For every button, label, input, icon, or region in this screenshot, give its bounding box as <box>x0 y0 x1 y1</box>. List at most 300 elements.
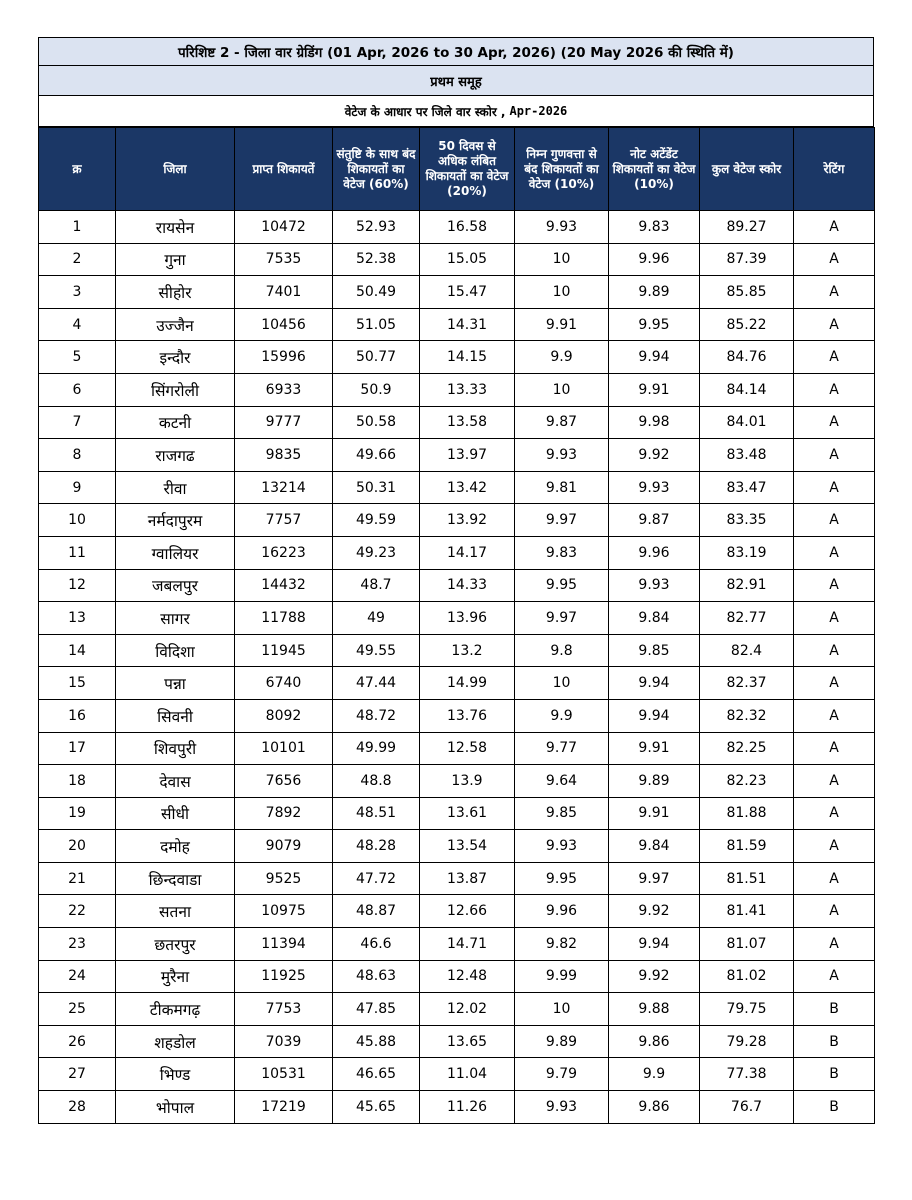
cell-pending: 14.99 <box>420 667 515 700</box>
cell-rating: A <box>794 895 875 928</box>
cell-pending: 13.58 <box>420 406 515 439</box>
cell-low-quality: 9.93 <box>515 1091 609 1124</box>
subtitle-month: Apr-2026 <box>509 104 568 118</box>
cell-pending: 13.87 <box>420 862 515 895</box>
cell-not-attended: 9.96 <box>609 536 700 569</box>
cell-rating: A <box>794 276 875 309</box>
cell-not-attended: 9.92 <box>609 895 700 928</box>
cell-received: 10975 <box>235 895 333 928</box>
cell-received: 11925 <box>235 960 333 993</box>
cell-pending: 12.58 <box>420 732 515 765</box>
cell-total-score: 82.91 <box>700 569 794 602</box>
cell-low-quality: 10 <box>515 276 609 309</box>
cell-pending: 15.47 <box>420 276 515 309</box>
cell-rating: A <box>794 243 875 276</box>
table-row <box>39 504 875 537</box>
table-row <box>39 1091 875 1124</box>
cell-district: कटनी <box>116 406 235 439</box>
cell-rating: A <box>794 862 875 895</box>
table-row <box>39 895 875 928</box>
cell-district: सिवनी <box>116 699 235 732</box>
cell-district: सीहोर <box>116 276 235 309</box>
cell-not-attended: 9.84 <box>609 602 700 635</box>
cell-satisfaction: 47.85 <box>333 993 420 1026</box>
cell-rating: A <box>794 732 875 765</box>
cell-total-score: 85.85 <box>700 276 794 309</box>
cell-serial: 20 <box>39 830 116 863</box>
cell-total-score: 84.76 <box>700 341 794 374</box>
cell-not-attended: 9.96 <box>609 243 700 276</box>
cell-total-score: 83.35 <box>700 504 794 537</box>
cell-not-attended: 9.88 <box>609 993 700 1026</box>
cell-satisfaction: 45.88 <box>333 1025 420 1058</box>
cell-low-quality: 9.8 <box>515 634 609 667</box>
cell-district: छतरपुर <box>116 928 235 961</box>
cell-district: सागर <box>116 602 235 635</box>
cell-satisfaction: 49.59 <box>333 504 420 537</box>
cell-rating: A <box>794 373 875 406</box>
cell-satisfaction: 48.51 <box>333 797 420 830</box>
cell-total-score: 82.25 <box>700 732 794 765</box>
cell-low-quality: 9.77 <box>515 732 609 765</box>
cell-total-score: 82.37 <box>700 667 794 700</box>
cell-serial: 13 <box>39 602 116 635</box>
cell-total-score: 85.22 <box>700 308 794 341</box>
cell-pending: 14.15 <box>420 341 515 374</box>
cell-pending: 13.97 <box>420 439 515 472</box>
cell-received: 7892 <box>235 797 333 830</box>
cell-not-attended: 9.85 <box>609 634 700 667</box>
cell-rating: A <box>794 797 875 830</box>
cell-total-score: 81.59 <box>700 830 794 863</box>
cell-not-attended: 9.83 <box>609 211 700 244</box>
cell-not-attended: 9.92 <box>609 960 700 993</box>
table-row <box>39 667 875 700</box>
cell-serial: 3 <box>39 276 116 309</box>
cell-not-attended: 9.86 <box>609 1091 700 1124</box>
cell-satisfaction: 49.66 <box>333 439 420 472</box>
cell-satisfaction: 48.72 <box>333 699 420 732</box>
cell-total-score: 81.02 <box>700 960 794 993</box>
cell-serial: 26 <box>39 1025 116 1058</box>
cell-received: 7656 <box>235 765 333 798</box>
cell-district: ग्वालियर <box>116 536 235 569</box>
cell-received: 9777 <box>235 406 333 439</box>
cell-district: सीधी <box>116 797 235 830</box>
table-row <box>39 634 875 667</box>
grading-sheet <box>38 37 874 1124</box>
cell-serial: 4 <box>39 308 116 341</box>
cell-low-quality: 9.99 <box>515 960 609 993</box>
cell-serial: 14 <box>39 634 116 667</box>
cell-total-score: 81.41 <box>700 895 794 928</box>
cell-received: 6740 <box>235 667 333 700</box>
table-row <box>39 308 875 341</box>
cell-total-score: 76.7 <box>700 1091 794 1124</box>
cell-satisfaction: 47.72 <box>333 862 420 895</box>
cell-received: 10101 <box>235 732 333 765</box>
cell-total-score: 81.88 <box>700 797 794 830</box>
cell-not-attended: 9.87 <box>609 504 700 537</box>
cell-total-score: 84.14 <box>700 373 794 406</box>
cell-district: उज्जैन <box>116 308 235 341</box>
cell-low-quality: 9.95 <box>515 862 609 895</box>
table-row <box>39 341 875 374</box>
cell-rating: B <box>794 1091 875 1124</box>
cell-serial: 27 <box>39 1058 116 1091</box>
cell-not-attended: 9.93 <box>609 471 700 504</box>
cell-total-score: 81.51 <box>700 862 794 895</box>
cell-rating: A <box>794 569 875 602</box>
cell-serial: 9 <box>39 471 116 504</box>
cell-serial: 10 <box>39 504 116 537</box>
table-row <box>39 243 875 276</box>
cell-rating: B <box>794 1058 875 1091</box>
cell-satisfaction: 50.9 <box>333 373 420 406</box>
cell-rating: A <box>794 634 875 667</box>
cell-received: 17219 <box>235 1091 333 1124</box>
report-title-text: परिशिष्ट 2 - जिला वार ग्रेडिंग (01 Apr, 2026 to 30 Apr, 2026) (20 May 2026 की स्थिति में) <box>178 44 734 61</box>
col-header-total-score: कुल वेटेज स्कोर <box>700 128 794 211</box>
cell-rating: A <box>794 960 875 993</box>
cell-not-attended: 9.94 <box>609 699 700 732</box>
cell-low-quality: 9.97 <box>515 602 609 635</box>
col-header-rating: रेटिंग <box>794 128 875 211</box>
cell-rating: A <box>794 536 875 569</box>
cell-rating: A <box>794 699 875 732</box>
cell-satisfaction: 46.65 <box>333 1058 420 1091</box>
cell-received: 14432 <box>235 569 333 602</box>
cell-serial: 11 <box>39 536 116 569</box>
cell-received: 10456 <box>235 308 333 341</box>
cell-received: 13214 <box>235 471 333 504</box>
cell-received: 7753 <box>235 993 333 1026</box>
cell-received: 9525 <box>235 862 333 895</box>
cell-satisfaction: 48.7 <box>333 569 420 602</box>
cell-serial: 7 <box>39 406 116 439</box>
cell-not-attended: 9.84 <box>609 830 700 863</box>
cell-satisfaction: 48.28 <box>333 830 420 863</box>
cell-not-attended: 9.98 <box>609 406 700 439</box>
cell-satisfaction: 50.31 <box>333 471 420 504</box>
table-row <box>39 1025 875 1058</box>
table-row <box>39 765 875 798</box>
subtitle-row <box>38 96 874 127</box>
cell-serial: 15 <box>39 667 116 700</box>
cell-satisfaction: 49.23 <box>333 536 420 569</box>
cell-pending: 13.54 <box>420 830 515 863</box>
cell-received: 11945 <box>235 634 333 667</box>
table-row <box>39 439 875 472</box>
cell-not-attended: 9.89 <box>609 765 700 798</box>
cell-district: विदिशा <box>116 634 235 667</box>
cell-not-attended: 9.97 <box>609 862 700 895</box>
cell-low-quality: 9.91 <box>515 308 609 341</box>
cell-pending: 12.48 <box>420 960 515 993</box>
cell-low-quality: 10 <box>515 993 609 1026</box>
cell-low-quality: 9.82 <box>515 928 609 961</box>
cell-not-attended: 9.94 <box>609 341 700 374</box>
cell-rating: A <box>794 406 875 439</box>
group-heading <box>38 66 874 96</box>
cell-serial: 19 <box>39 797 116 830</box>
cell-low-quality: 9.81 <box>515 471 609 504</box>
cell-low-quality: 9.95 <box>515 569 609 602</box>
cell-received: 8092 <box>235 699 333 732</box>
cell-satisfaction: 47.44 <box>333 667 420 700</box>
cell-serial: 23 <box>39 928 116 961</box>
cell-rating: A <box>794 830 875 863</box>
cell-serial: 1 <box>39 211 116 244</box>
table-row <box>39 993 875 1026</box>
cell-district: भिण्ड <box>116 1058 235 1091</box>
cell-low-quality: 9.79 <box>515 1058 609 1091</box>
cell-low-quality: 9.9 <box>515 341 609 374</box>
cell-district: जबलपुर <box>116 569 235 602</box>
table-row <box>39 699 875 732</box>
cell-pending: 13.92 <box>420 504 515 537</box>
cell-low-quality: 9.93 <box>515 439 609 472</box>
cell-low-quality: 9.97 <box>515 504 609 537</box>
cell-satisfaction: 52.38 <box>333 243 420 276</box>
cell-satisfaction: 51.05 <box>333 308 420 341</box>
cell-district: सतना <box>116 895 235 928</box>
cell-not-attended: 9.94 <box>609 928 700 961</box>
cell-not-attended: 9.9 <box>609 1058 700 1091</box>
cell-total-score: 82.32 <box>700 699 794 732</box>
cell-district: शहडोल <box>116 1025 235 1058</box>
cell-pending: 13.2 <box>420 634 515 667</box>
cell-not-attended: 9.91 <box>609 373 700 406</box>
cell-pending: 13.96 <box>420 602 515 635</box>
cell-rating: A <box>794 308 875 341</box>
table-row <box>39 211 875 244</box>
cell-not-attended: 9.86 <box>609 1025 700 1058</box>
cell-pending: 13.76 <box>420 699 515 732</box>
cell-pending: 15.05 <box>420 243 515 276</box>
col-header-serial: क्र <box>39 128 116 211</box>
cell-district: शिवपुरी <box>116 732 235 765</box>
cell-pending: 14.31 <box>420 308 515 341</box>
cell-total-score: 77.38 <box>700 1058 794 1091</box>
cell-rating: A <box>794 667 875 700</box>
cell-serial: 16 <box>39 699 116 732</box>
col-header-district: जिला <box>116 128 235 211</box>
cell-not-attended: 9.93 <box>609 569 700 602</box>
table-row <box>39 928 875 961</box>
cell-total-score: 83.47 <box>700 471 794 504</box>
cell-total-score: 79.75 <box>700 993 794 1026</box>
table-row <box>39 1058 875 1091</box>
cell-satisfaction: 46.6 <box>333 928 420 961</box>
cell-satisfaction: 49.99 <box>333 732 420 765</box>
table-row <box>39 406 875 439</box>
cell-district: सिंगरोली <box>116 373 235 406</box>
cell-rating: A <box>794 504 875 537</box>
col-header-received: प्राप्त शिकायतें <box>235 128 333 211</box>
cell-total-score: 83.19 <box>700 536 794 569</box>
cell-total-score: 79.28 <box>700 1025 794 1058</box>
cell-satisfaction: 49 <box>333 602 420 635</box>
subtitle-text: वेटेज के आधार पर जिले वार स्कोर , <box>344 104 506 119</box>
cell-district: नर्मदापुरम <box>116 504 235 537</box>
cell-total-score: 84.01 <box>700 406 794 439</box>
cell-low-quality: 9.64 <box>515 765 609 798</box>
cell-received: 7039 <box>235 1025 333 1058</box>
cell-district: इन्दौर <box>116 341 235 374</box>
cell-rating: A <box>794 471 875 504</box>
cell-serial: 5 <box>39 341 116 374</box>
table-row <box>39 797 875 830</box>
cell-satisfaction: 50.77 <box>333 341 420 374</box>
cell-received: 7757 <box>235 504 333 537</box>
cell-received: 10531 <box>235 1058 333 1091</box>
district-grading-table <box>38 127 875 1124</box>
col-header-low-quality: निम्न गुणवत्ता से बंद शिकायतों का वेटेज (10%) <box>515 128 609 211</box>
cell-low-quality: 9.9 <box>515 699 609 732</box>
cell-pending: 12.66 <box>420 895 515 928</box>
cell-low-quality: 10 <box>515 243 609 276</box>
cell-received: 10472 <box>235 211 333 244</box>
cell-satisfaction: 45.65 <box>333 1091 420 1124</box>
cell-low-quality: 9.93 <box>515 211 609 244</box>
cell-not-attended: 9.92 <box>609 439 700 472</box>
cell-serial: 2 <box>39 243 116 276</box>
cell-low-quality: 9.93 <box>515 830 609 863</box>
cell-district: राजगढ <box>116 439 235 472</box>
cell-low-quality: 9.85 <box>515 797 609 830</box>
cell-serial: 22 <box>39 895 116 928</box>
cell-pending: 11.26 <box>420 1091 515 1124</box>
cell-total-score: 83.48 <box>700 439 794 472</box>
cell-rating: A <box>794 341 875 374</box>
cell-received: 6933 <box>235 373 333 406</box>
cell-satisfaction: 48.8 <box>333 765 420 798</box>
cell-serial: 17 <box>39 732 116 765</box>
cell-total-score: 87.39 <box>700 243 794 276</box>
table-row <box>39 732 875 765</box>
cell-pending: 13.65 <box>420 1025 515 1058</box>
cell-received: 9835 <box>235 439 333 472</box>
cell-not-attended: 9.95 <box>609 308 700 341</box>
cell-low-quality: 9.83 <box>515 536 609 569</box>
cell-district: छिन्दवाडा <box>116 862 235 895</box>
table-header-row <box>39 128 875 211</box>
cell-rating: B <box>794 1025 875 1058</box>
cell-district: रीवा <box>116 471 235 504</box>
col-header-not-attended: नोट अटेंडेंट शिकायतों का वेटेज (10%) <box>609 128 700 211</box>
cell-received: 9079 <box>235 830 333 863</box>
cell-not-attended: 9.91 <box>609 732 700 765</box>
table-row <box>39 569 875 602</box>
cell-satisfaction: 48.87 <box>333 895 420 928</box>
group-heading-text: प्रथम समूह <box>430 74 482 90</box>
table-row <box>39 862 875 895</box>
cell-received: 11788 <box>235 602 333 635</box>
cell-satisfaction: 48.63 <box>333 960 420 993</box>
cell-district: रायसेन <box>116 211 235 244</box>
cell-received: 16223 <box>235 536 333 569</box>
cell-total-score: 81.07 <box>700 928 794 961</box>
cell-pending: 14.33 <box>420 569 515 602</box>
cell-rating: A <box>794 928 875 961</box>
cell-serial: 28 <box>39 1091 116 1124</box>
cell-district: मुरैना <box>116 960 235 993</box>
cell-district: टीकमगढ़ <box>116 993 235 1026</box>
cell-rating: A <box>794 602 875 635</box>
cell-serial: 25 <box>39 993 116 1026</box>
cell-serial: 12 <box>39 569 116 602</box>
cell-serial: 6 <box>39 373 116 406</box>
col-header-pending: 50 दिवस से अधिक लंबित शिकायतों का वेटेज (20%) <box>420 128 515 211</box>
cell-satisfaction: 50.58 <box>333 406 420 439</box>
cell-received: 11394 <box>235 928 333 961</box>
table-row <box>39 471 875 504</box>
cell-low-quality: 9.87 <box>515 406 609 439</box>
cell-received: 7401 <box>235 276 333 309</box>
cell-not-attended: 9.89 <box>609 276 700 309</box>
table-row <box>39 536 875 569</box>
cell-total-score: 82.77 <box>700 602 794 635</box>
cell-pending: 13.42 <box>420 471 515 504</box>
cell-district: देवास <box>116 765 235 798</box>
table-row <box>39 373 875 406</box>
cell-satisfaction: 49.55 <box>333 634 420 667</box>
cell-serial: 18 <box>39 765 116 798</box>
cell-rating: A <box>794 211 875 244</box>
cell-pending: 13.9 <box>420 765 515 798</box>
cell-low-quality: 10 <box>515 373 609 406</box>
cell-serial: 8 <box>39 439 116 472</box>
cell-pending: 11.04 <box>420 1058 515 1091</box>
cell-pending: 13.61 <box>420 797 515 830</box>
cell-pending: 12.02 <box>420 993 515 1026</box>
cell-pending: 16.58 <box>420 211 515 244</box>
table-row <box>39 602 875 635</box>
cell-satisfaction: 52.93 <box>333 211 420 244</box>
cell-pending: 13.33 <box>420 373 515 406</box>
cell-low-quality: 10 <box>515 667 609 700</box>
cell-rating: B <box>794 993 875 1026</box>
cell-not-attended: 9.94 <box>609 667 700 700</box>
cell-district: भोपाल <box>116 1091 235 1124</box>
cell-received: 7535 <box>235 243 333 276</box>
table-row <box>39 960 875 993</box>
cell-district: दमोह <box>116 830 235 863</box>
cell-district: गुना <box>116 243 235 276</box>
cell-pending: 14.17 <box>420 536 515 569</box>
cell-district: पन्ना <box>116 667 235 700</box>
table-body <box>39 211 875 1124</box>
cell-total-score: 82.4 <box>700 634 794 667</box>
cell-rating: A <box>794 765 875 798</box>
cell-serial: 21 <box>39 862 116 895</box>
cell-rating: A <box>794 439 875 472</box>
cell-low-quality: 9.89 <box>515 1025 609 1058</box>
report-title <box>38 37 874 66</box>
table-row <box>39 276 875 309</box>
table-row <box>39 830 875 863</box>
cell-total-score: 89.27 <box>700 211 794 244</box>
cell-total-score: 82.23 <box>700 765 794 798</box>
cell-received: 15996 <box>235 341 333 374</box>
cell-not-attended: 9.91 <box>609 797 700 830</box>
cell-serial: 24 <box>39 960 116 993</box>
cell-satisfaction: 50.49 <box>333 276 420 309</box>
cell-pending: 14.71 <box>420 928 515 961</box>
col-header-satisfaction: संतुष्टि के साथ बंद शिकायतों का वेटेज (60%) <box>333 128 420 211</box>
cell-low-quality: 9.96 <box>515 895 609 928</box>
